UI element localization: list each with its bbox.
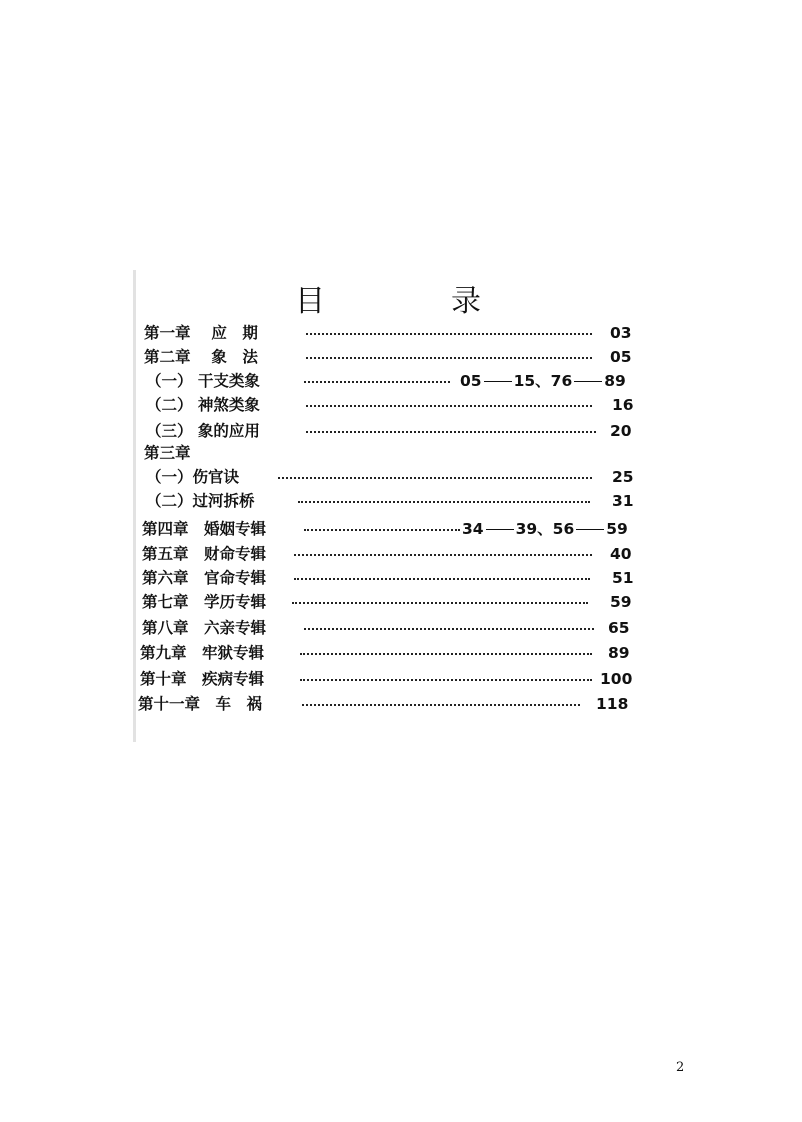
entry-label: 第十一章 车 祸	[138, 695, 263, 713]
entry-label: （二）过河拆桥	[146, 492, 255, 510]
toc-entry[interactable]	[0, 518, 802, 540]
toc-entry[interactable]	[0, 617, 802, 639]
entry-page: 59	[610, 593, 632, 611]
entry-page: 40	[610, 545, 632, 563]
entry-page: 03	[610, 324, 632, 342]
toc-entry[interactable]	[0, 490, 802, 512]
leader-dots	[294, 578, 590, 580]
range-separator: 、	[537, 520, 553, 538]
entry-page-range	[462, 518, 628, 540]
entry-label: 第十章 疾病专辑	[140, 670, 265, 688]
toc-entry[interactable]	[0, 642, 802, 664]
leader-dots	[306, 333, 592, 335]
entry-page: 31	[612, 492, 634, 510]
leader-dots	[304, 381, 450, 383]
toc-entry[interactable]	[0, 442, 802, 464]
entry-page-range	[460, 370, 626, 392]
toc-entry[interactable]	[0, 346, 802, 368]
leader-dots	[304, 628, 594, 630]
leader-dots	[300, 679, 592, 681]
toc-entry[interactable]	[0, 543, 802, 565]
entry-page: 65	[608, 619, 630, 637]
entry-page: 51	[612, 569, 634, 587]
entry-label: 第三章	[144, 444, 191, 462]
entry-page: 89	[608, 644, 630, 662]
leader-dots	[300, 653, 592, 655]
toc-entry[interactable]	[0, 567, 802, 589]
page-a: 34	[462, 520, 484, 538]
toc-entry[interactable]	[0, 370, 802, 392]
leader-dots	[294, 554, 592, 556]
leader-dots	[302, 704, 580, 706]
range-dash	[486, 529, 514, 530]
leader-dots	[306, 357, 592, 359]
entry-label: 第四章 婚姻专辑	[142, 520, 267, 538]
entry-page: 20	[610, 422, 632, 440]
page-c: 76	[550, 372, 573, 390]
entry-page: 25	[612, 468, 634, 486]
entry-label: （三） 象的应用	[146, 422, 260, 440]
range-dash	[574, 381, 602, 382]
range-dash	[576, 529, 604, 530]
toc-entry[interactable]	[0, 591, 802, 613]
entry-label: （二） 神煞类象	[146, 396, 260, 414]
toc-entry[interactable]	[0, 394, 802, 416]
range-dash	[484, 381, 512, 382]
leader-dots	[278, 477, 592, 479]
entry-page: 16	[612, 396, 634, 414]
toc-entry[interactable]	[0, 466, 802, 488]
entry-label: 第二章 象 法	[144, 348, 258, 366]
entry-page: 118	[596, 695, 629, 713]
toc-entry[interactable]	[0, 668, 802, 690]
toc-title: 目 录	[295, 284, 529, 319]
entry-label: 第五章 财命专辑	[142, 545, 267, 563]
toc-entry[interactable]	[0, 322, 802, 344]
entry-label: （一）伤官诀	[146, 468, 240, 486]
entry-label: 第九章 牢狱专辑	[140, 644, 265, 662]
toc-entry[interactable]	[0, 420, 802, 442]
entry-page: 05	[610, 348, 632, 366]
page-c: 56	[552, 520, 575, 538]
entry-page: 100	[600, 670, 633, 688]
leader-dots	[306, 431, 596, 433]
page-b: 39	[515, 520, 538, 538]
entry-label: 第七章 学历专辑	[142, 593, 267, 611]
leader-dots	[304, 529, 460, 531]
entry-label: 第八章 六亲专辑	[142, 619, 267, 637]
leader-dots	[292, 602, 588, 604]
entry-label: 第一章 应 期	[144, 324, 258, 342]
page-b: 15	[513, 372, 536, 390]
leader-dots	[298, 501, 590, 503]
entry-label: 第六章 官命专辑	[142, 569, 267, 587]
range-separator: 、	[535, 372, 551, 390]
page-a: 05	[460, 372, 482, 390]
toc-entry[interactable]	[0, 693, 802, 715]
page-d: 89	[604, 372, 626, 390]
page-number: 2	[676, 1060, 685, 1075]
leader-dots	[306, 405, 592, 407]
entry-label: （一） 干支类象	[146, 372, 260, 390]
page-d: 59	[606, 520, 628, 538]
